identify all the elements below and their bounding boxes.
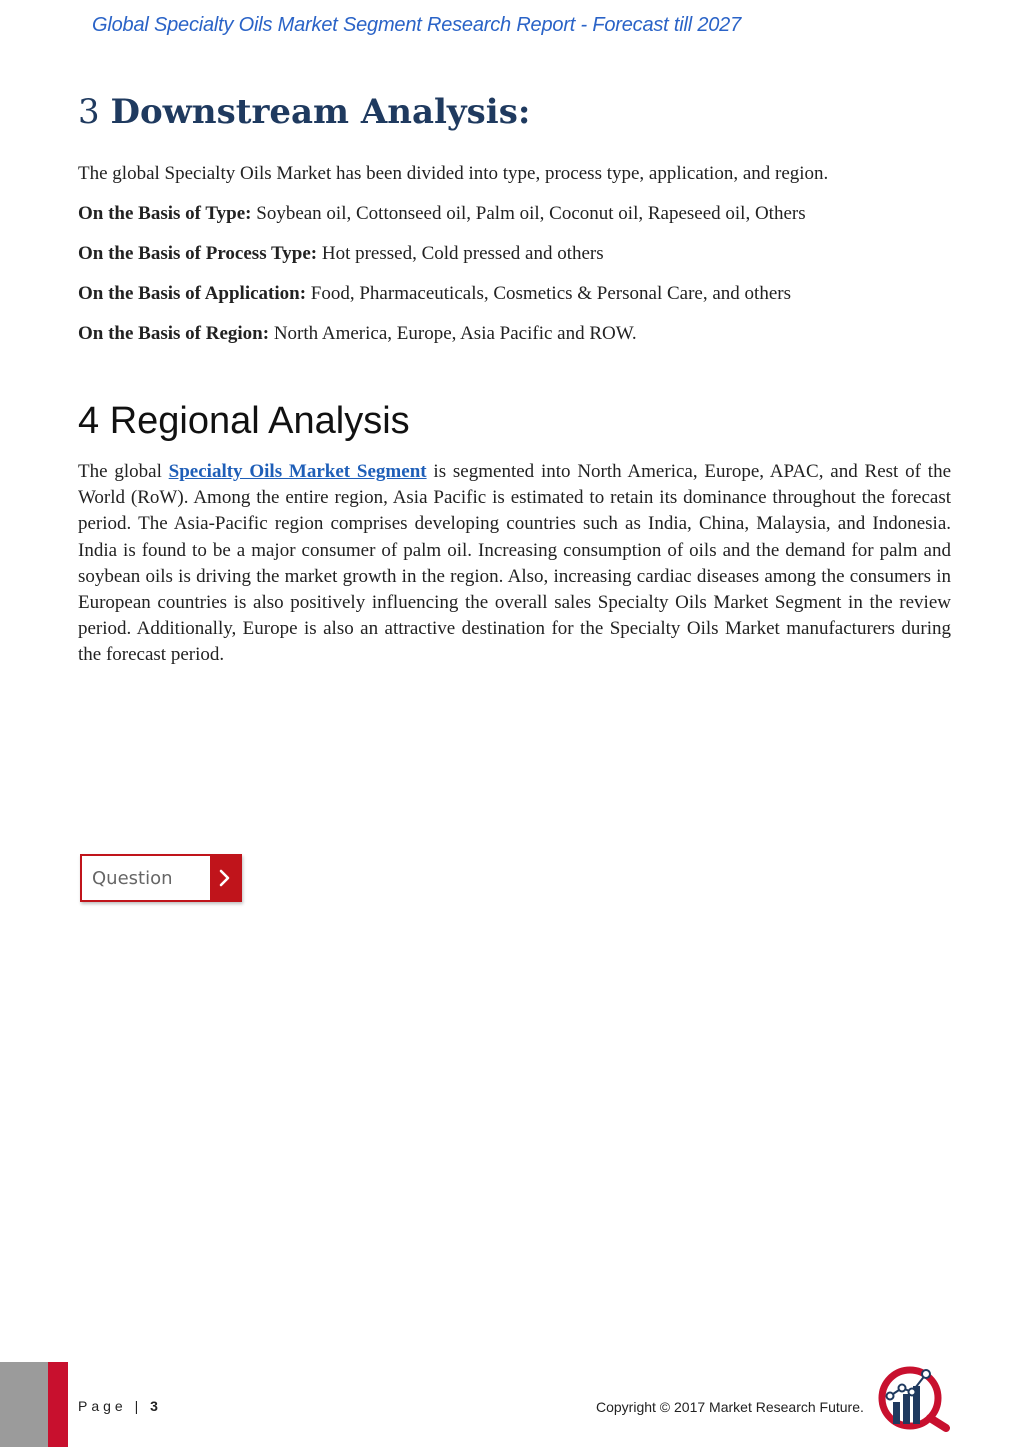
basis-value: Hot pressed, Cold pressed and others — [321, 243, 604, 264]
basis-label: On the Basis of Type: — [78, 203, 252, 224]
basis-label: On the Basis of Application: — [78, 283, 307, 304]
section-3-intro: The global Specialty Oils Market has been divided into type, process type, application, and region. — [78, 163, 829, 184]
question-button-label: Question — [92, 867, 173, 889]
section-3-number: 3 — [78, 92, 100, 132]
copyright-notice: Copyright © 2017 Market Research Future. — [596, 1399, 864, 1415]
page-prefix: Page | — [78, 1398, 143, 1414]
section-4-body — [78, 459, 951, 669]
basis-region — [78, 323, 637, 345]
question-button[interactable] — [80, 854, 242, 902]
specialty-oils-market-segment-link[interactable]: Specialty Oils Market Segment — [168, 461, 427, 482]
page-number: 3 — [150, 1398, 158, 1414]
footer-gray-bar — [0, 1362, 48, 1447]
basis-value: Food, Pharmaceuticals, Cosmetics & Personal Care, and others — [310, 283, 791, 304]
section-4-heading: 4 Regional Analysis — [78, 400, 410, 442]
running-header-title: Global Specialty Oils Market Segment Research Report - Forecast till 2027 — [92, 14, 742, 36]
basis-value: North America, Europe, Asia Pacific and ROW. — [273, 323, 637, 344]
basis-label: On the Basis of Process Type: — [78, 243, 318, 264]
basis-application — [78, 283, 791, 305]
basis-label: On the Basis of Region: — [78, 323, 270, 344]
chevron-right-icon — [210, 856, 240, 900]
basis-type — [78, 203, 806, 225]
basis-process-type — [78, 243, 604, 265]
market-research-future-logo-icon — [876, 1362, 952, 1432]
basis-value: Soybean oil, Cottonseed oil, Palm oil, Coconut oil, Rapeseed oil, Others — [256, 203, 806, 224]
body-text-start: The global — [78, 461, 169, 482]
page-number-label — [78, 1398, 158, 1414]
section-3-heading — [78, 92, 530, 132]
section-3-title: Downstream Analysis: — [110, 92, 531, 132]
footer-red-bar — [48, 1362, 68, 1447]
body-text-rest: is segmented into North America, Europe, APAC, and Rest of the World (RoW). Among the entire region, Asia Pacific is estimated to retain its dominance throughout the forecast period. The Asia-Pacific region comprises developing countries such as India, China, Malaysia, and Indonesia. India is found to be a major consumer of palm oil. Increasing consumption of oils and the demand for palm and soybean oils is driving the market growth in the region. Also, increasing cardiac diseases among the consumers in European countries is also positively influencing the overall sales Specialty Oils Market Segment in the review period. Additionally, Europe is also an attractive destination for the Specialty Oils Market manufacturers during the forecast period. — [78, 461, 951, 666]
